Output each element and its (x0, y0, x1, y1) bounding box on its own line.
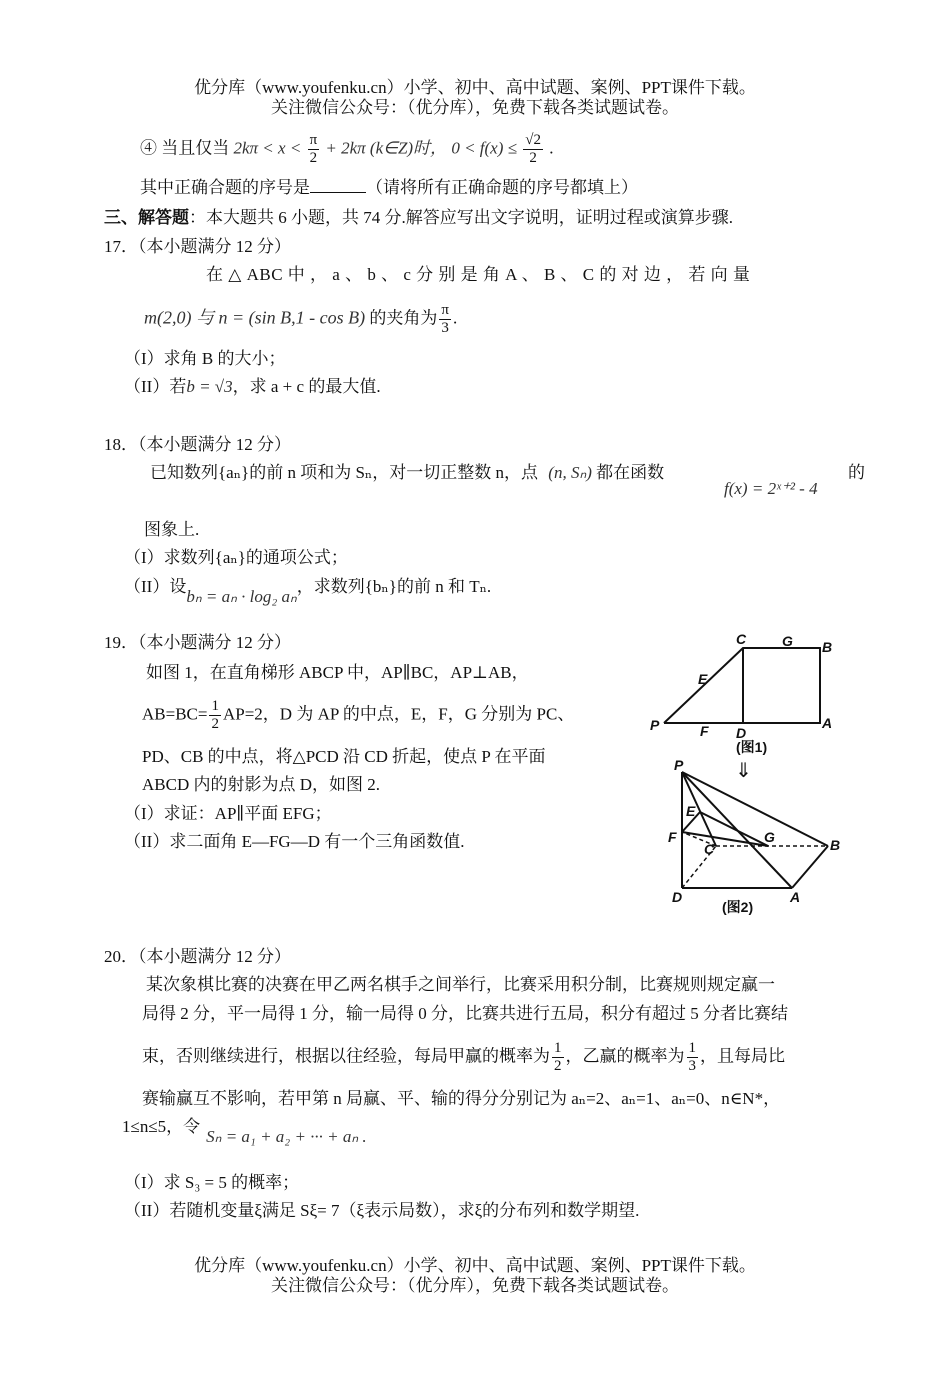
q18-line1 (150, 462, 664, 484)
q17-part2-b: ，求 a + c 的最大值. (232, 377, 381, 396)
q19-frac-den: 2 (211, 716, 219, 732)
q19-part1: （I）求证：AP∥平面 EFG； (124, 804, 332, 823)
item-4-frac-2-den: 2 (529, 150, 537, 166)
q17-part1: （I）求角 B 的大小； (124, 349, 286, 368)
figure-1 (640, 630, 860, 760)
fig1-label-g: G (782, 633, 793, 649)
fig1-label-a: A (822, 715, 833, 731)
q20-line1: 某次象棋比赛的决赛在甲乙两名棋手之间举行，比赛采用积分制，比赛规则规定赢一 (146, 975, 775, 994)
q20-frac-half (552, 1040, 564, 1075)
q19-line2-a: AB=BC= (142, 704, 208, 724)
q17-vectors: m(2,0) 与 n = (sin B,1 - cos B) (144, 307, 366, 328)
fig2-label-d: D (672, 889, 683, 905)
fig1-label-f: F (700, 723, 709, 739)
item-4-prefix: ④ 当且仅当 (140, 138, 230, 158)
item-4-frac-den: 2 (309, 150, 318, 166)
fig1-label-d: D (736, 725, 747, 741)
fig2-label-p: P (674, 760, 684, 773)
fig2-label-g: G (764, 829, 775, 845)
q20-part2: （II）若随机变量ξ满足 Sξ= 7（ξ表示局数），求ξ的分布列和数学期望. (124, 1201, 640, 1220)
q20-part1: （I）求 S₃ = 5 的概率； (124, 1173, 300, 1192)
q17-frac (439, 302, 451, 337)
q17-frac-den: 3 (441, 320, 449, 336)
q20-line4: 赛输赢互不影响，若甲第 n 局赢、平、输的得分分别记为 aₙ=2、aₙ=1、aₙ=0、n∈N*， (142, 1089, 781, 1108)
q19-line2 (142, 698, 574, 733)
q18-mid: 都在函数 (596, 463, 665, 482)
header-line-1: 优分库（www.youfenku.cn）小学、初中、高中试题、案例、PPT课件下载。 (194, 78, 756, 97)
fig2-label-e: E (686, 803, 696, 819)
fig2-caption: (图2) (722, 899, 754, 915)
q17-part2 (124, 376, 381, 398)
q20-frac-third (687, 1040, 699, 1075)
fig1-label-p: P (650, 717, 660, 733)
fig1-label-e: E (698, 671, 708, 687)
q19-line2-b: AP=2，D 为 AP 的中点，E，F，G 分别为 PC、 (222, 704, 575, 724)
q20-head: 20．（本小题满分 12 分） (104, 947, 291, 966)
q20-line3-a: 束，否则继续进行，根据以往经验，每局甲赢的概率为 (142, 1046, 550, 1066)
q17-line1: 在 △ ABC 中 ， a 、 b 、 c 分 别 是 角 A 、 B 、 C 的 对 边 ， 若 向 量 (206, 265, 751, 284)
item-4-frac (308, 132, 320, 167)
q19-frac-num: 1 (211, 698, 219, 714)
section-3-desc: ：本大题共 6 小题，共 74 分.解答应写出文字说明，证明过程或演算步骤. (189, 208, 733, 227)
q18-part2-b: ，求数列{bₙ}的前 n 和 Tₙ. (296, 577, 492, 596)
item-4-dot: . (549, 138, 554, 158)
footer-line-2: 关注微信公众号：（优分库），免费下载各类试题试卷。 (271, 1276, 679, 1295)
q18-function (724, 478, 818, 500)
fig2-ab (792, 846, 828, 888)
q18-end: 的 (848, 463, 865, 482)
q19-frac (209, 698, 221, 733)
item-4-res-a: 0 < f(x) ≤ (451, 138, 517, 158)
q18-line1-text: 已知数列{aₙ}的前 n 项和为 Sₙ，对一切正整数 n，点 (150, 463, 539, 482)
q18-part1: （I）求数列{aₙ}的通项公式； (124, 548, 348, 567)
q20-line3-c: ，且每局比 (700, 1046, 785, 1066)
q17-angle-text: 的夹角为 (365, 308, 438, 328)
footer-line-1: 优分库（www.youfenku.cn）小学、初中、高中试题、案例、PPT课件下载。 (194, 1256, 756, 1275)
section-3-title: 三、解答题 (104, 208, 189, 227)
q17-line2 (144, 302, 457, 337)
q19-line1: 如图 1，在直角梯形 ABCP 中，AP∥BC，AP⊥AB， (146, 663, 529, 682)
q20-line5-math: Sₙ = a₁ + a₂ + ··· + aₙ . (206, 1127, 367, 1146)
q17-frac-num: π (441, 302, 449, 318)
fold-arrow: ⇓ (735, 758, 752, 782)
answer-blank (310, 176, 366, 193)
item-4-frac-2-num: √2 (525, 132, 541, 148)
q20-third-num: 1 (688, 1040, 696, 1056)
q20-third-den: 3 (688, 1058, 696, 1074)
q20-line5 (122, 1116, 367, 1146)
fig1-label-b: B (822, 639, 833, 655)
q20-half-den: 2 (554, 1058, 562, 1074)
fill-line-tail: （请将所有正确命题的序号都填上） (366, 178, 638, 197)
q18-function-math: f(x) = 2ˣ⁺² - 4 (724, 479, 818, 498)
q20-line5-a: 1≤n≤5，令 (122, 1117, 201, 1136)
item-4-cond-b: + 2kπ (k∈Z)时， (325, 138, 448, 158)
fig1-caption: (图1) (736, 739, 768, 755)
fig2-label-b: B (830, 837, 841, 853)
item-4-frac-2 (523, 132, 543, 167)
section-3 (104, 207, 733, 229)
figure-2 (660, 760, 860, 920)
q18-part2-a: （II）设 (124, 577, 187, 596)
q19-line3: PD、CB 的中点，将△PCD 沿 CD 折起，使点 P 在平面 (142, 747, 546, 766)
q18-line2: 图象上. (144, 520, 200, 539)
q19-line4: ABCD 内的射影为点 D，如图 2. (142, 775, 381, 794)
q18-part2-math: bₙ = aₙ · log₂ aₙ (186, 587, 297, 606)
q17-part2-a: （II）若 (124, 377, 187, 396)
q20-line3-b: ，乙赢的概率为 (565, 1046, 685, 1066)
item-4 (140, 132, 553, 167)
q17-dot: . (452, 308, 458, 328)
q17-head: 17．（本小题满分 12 分） (104, 237, 291, 256)
q17-part2-math: b = √3 (186, 377, 233, 396)
q20-line2: 局得 2 分，平一局得 1 分，输一局得 0 分，比赛共进行五局，积分有超过 5 分者比赛结 (142, 1004, 788, 1023)
fig2-label-c: C (704, 841, 715, 857)
fill-line (140, 176, 638, 199)
q19-part2: （II）求二面角 E—FG—D 有一个三角函数值. (124, 832, 465, 851)
q18-head: 18．（本小题满分 12 分） (104, 435, 291, 454)
q18-point: (n, Sₙ) (548, 463, 592, 482)
q18-part2 (124, 576, 492, 606)
fig1-label-c: C (736, 631, 747, 647)
item-4-frac-num: π (309, 132, 318, 148)
fig2-label-f: F (668, 829, 677, 845)
q20-half-num: 1 (554, 1040, 562, 1056)
fill-line-text: 其中正确合题的序号是 (140, 178, 310, 197)
fig2-label-a: A (790, 889, 801, 905)
q20-line3 (142, 1040, 785, 1075)
q19-head: 19．（本小题满分 12 分） (104, 633, 291, 652)
item-4-cond-a: 2kπ < x < (233, 138, 302, 158)
header-line-2: 关注微信公众号：（优分库），免费下载各类试题试卷。 (271, 98, 679, 117)
